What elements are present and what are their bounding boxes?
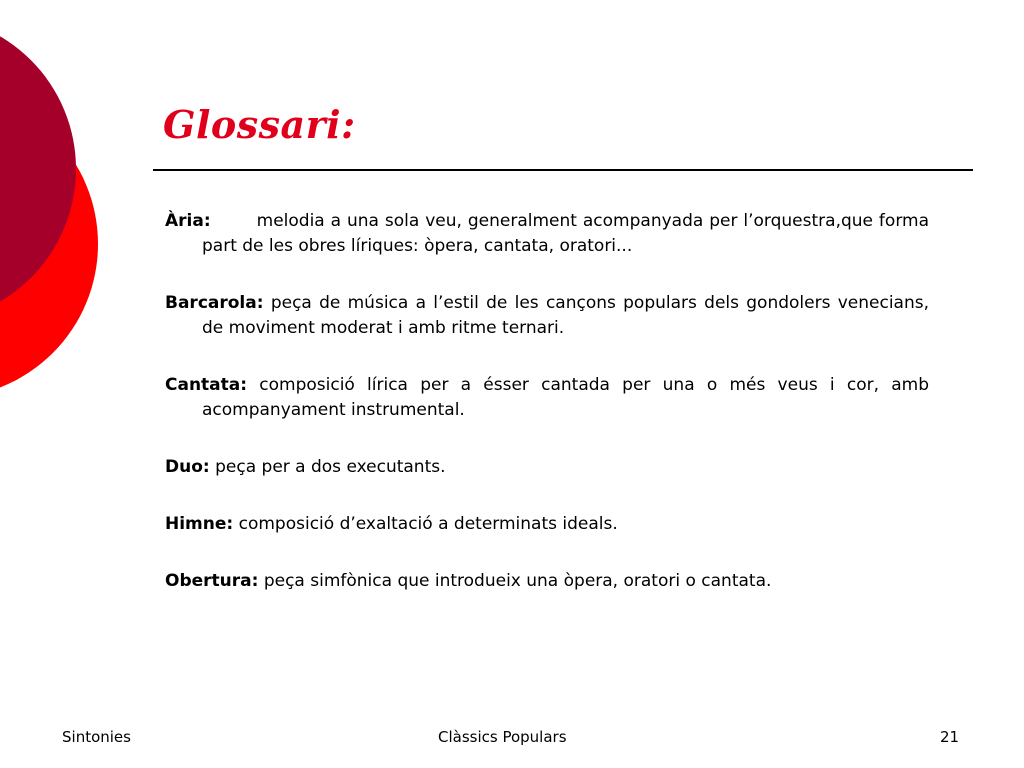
glossary-list (165, 209, 929, 626)
glossary-definition: peça simfònica que introdueix una òpera, oratori o cantata. (263, 571, 772, 591)
glossary-definition: melodia a una sola veu, generalment acompanyada per l’orquestra,que forma part de les obres líriques: òpera, cantata, oratori... (202, 211, 929, 256)
glossary-entry-aria (165, 209, 929, 259)
glossary-entry-obertura (165, 569, 929, 594)
page-number: 21 (940, 728, 960, 746)
glossary-definition: peça per a dos executants. (215, 457, 446, 477)
glossary-term: Obertura: (165, 571, 259, 591)
glossary-entry-himne (165, 512, 929, 537)
glossary-entry-cantata (165, 373, 929, 423)
glossary-term: Duo: (165, 457, 210, 477)
glossary-term: Himne: (165, 514, 234, 534)
title-divider (153, 169, 973, 171)
glossary-definition: peça de música a l’estil de les cançons populars dels gondolers venecians, de moviment moderat i amb ritme ternari. (202, 293, 929, 338)
footer-left-text: Sintonies (62, 728, 131, 746)
glossary-entry-barcarola (165, 291, 929, 341)
footer-center-text: Clàssics Populars (438, 728, 567, 746)
glossary-definition: composició d’exaltació a determinats ideals. (238, 514, 618, 534)
slide-title: Glossari: (163, 102, 356, 147)
glossary-entry-duo (165, 455, 929, 480)
glossary-definition: composició lírica per a ésser cantada per una o més veus i cor, amb acompanyament instrumental. (202, 375, 929, 420)
glossary-term: Ària: (165, 211, 211, 231)
glossary-term: Barcarola: (165, 293, 264, 313)
glossary-term: Cantata: (165, 375, 248, 395)
